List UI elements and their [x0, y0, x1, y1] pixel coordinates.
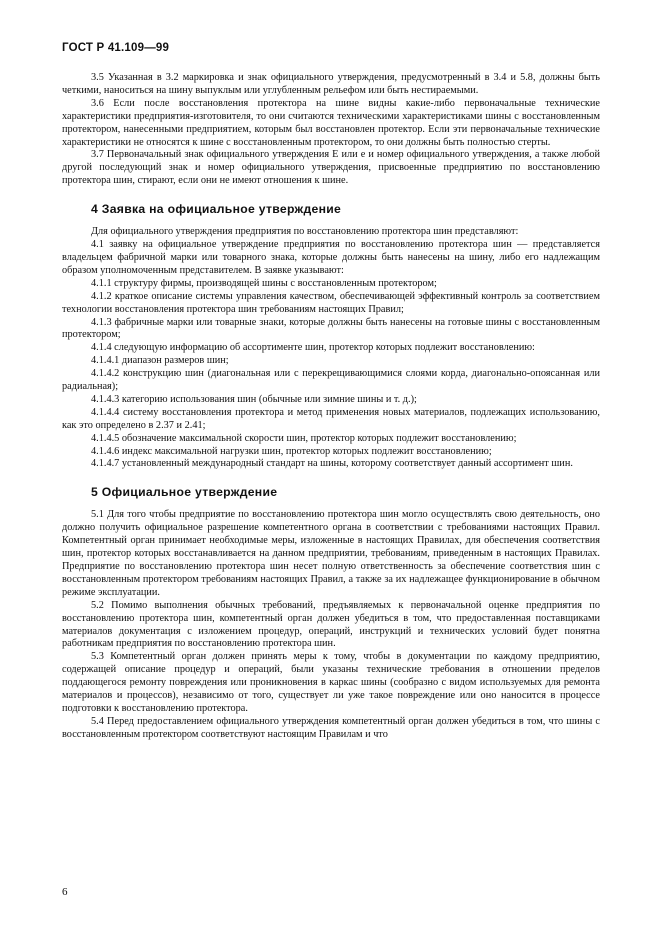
paragraph-4-1-4-4: 4.1.4.4 систему восстановления протектора и метод применения новых материалов, подлежащих использованию, как это определено в 2.37 и 2.41; — [62, 406, 600, 431]
paragraph-5-3: 5.3 Компетентный орган должен принять меры к тому, чтобы в документации по каждому предприятию, содержащей описание процедур и операций, были указаны технические требования в отношении пределов поддающегося ремонту повреждения или проникновения в каркас шины (сообразно с видом используемых для ремонта материалов и процессов), независимо от того, существует ли уже такое повреждение или оно наносится в процессе подготовки к восстановлению протектора. — [62, 651, 600, 714]
paragraph-4-1-1: 4.1.1 структуру фирмы, производящей шины с восстановленным протектором; — [91, 277, 437, 289]
paragraph-4-1-3: 4.1.3 фабричные марки или товарные знаки, которые должны быть нанесены на готовые шины с восстановленным протектором; — [62, 316, 600, 341]
paragraph-3-7: 3.7 Первоначальный знак официального утверждения Е или е и номер официального утверждения, а также любой другой последующий знак и номер официального утверждения, присвоенные предприятию по восстановлению протектора шин, стирают, если они не имеют отношения к шине. — [62, 149, 600, 187]
document-page — [62, 42, 600, 742]
paragraph-4-1-4-1: 4.1.4.1 диапазон размеров шин; — [91, 355, 229, 367]
paragraph-4-1-4-3: 4.1.4.3 категорию использования шин (обычные или зимние шины и т. д.); — [91, 393, 417, 405]
paragraph-4-1-4-7: 4.1.4.7 установленный международный стандарт на шины, которому соответствует данный ассортимент шин. — [91, 458, 573, 470]
paragraph-4-1-4: 4.1.4 следующую информацию об ассортименте шин, протектор которых подлежит восстановлению: — [91, 342, 535, 354]
paragraph-5-1: 5.1 Для того чтобы предприятие по восстановлению протектора шин могло осуществлять свою деятельность, оно должно получить официальное разрешение компетентного органа в соответствии с требованиями настоящих Правил. Компетентный орган принимает необходимые меры, изложенные в настоящих Правилах, для обеспечения соответствия шин, протектор которых восстанавливается на данном предприятии, требованиям, приведенным в настоящих Правилах. Предприятие по восстановлению протектора шин несет полную ответственность за обеспечение соответствия шин с восстановленным протектором требованиям настоящих Правил, а также за их надлежащее функционирование в обычном режиме эксплуатации. — [62, 509, 600, 598]
paragraph-4-1-4-5: 4.1.4.5 обозначение максимальной скорости шин, протектор которых подлежит восстановлению; — [91, 432, 517, 444]
paragraph-5-2: 5.2 Помимо выполнения обычных требований, предъявляемых к первоначальной оценке предприятия по восстановлению протектора шин, компетентный орган должен убедиться в том, что предоставленная поставщиками материалов документация с изложением процедур, операций, инструкций и технических условий будет понятна работникам предприятия по восстановлению протектора шин. — [62, 599, 600, 650]
paragraph-3-5: 3.5 Указанная в 3.2 маркировка и знак официального утверждения, предусмотренный в 3.4 и 5.8, должны быть четкими, наноситься на шину выпуклым или углубленным рельефом или быть нестираемыми. — [62, 72, 600, 96]
paragraph-5-4: 5.4 Перед предоставлением официального утверждения компетентный орган должен убедиться в том, что шины с восстановленным протектором соответствуют настоящим Правилам и что — [62, 715, 600, 740]
section-5-title: 5 Официальное утверждение — [91, 485, 278, 500]
section-4-intro: Для официального утверждения предприятия по восстановлению протектора шин представляют: — [91, 226, 519, 238]
paragraph-4-1-4-6: 4.1.4.6 индекс максимальной нагрузки шин, протектор которых подлежит восстановлению; — [91, 445, 492, 457]
paragraph-4-1-2: 4.1.2 краткое описание системы управления качеством, обеспечивающей эффективный контроль за соответствием технологии восстановления протектора шин требованиям настоящих Правил; — [62, 290, 600, 315]
page-number: 6 — [62, 886, 68, 898]
document-header: ГОСТ Р 41.109—99 — [62, 42, 170, 54]
section-4-title: 4 Заявка на официальное утверждение — [91, 202, 342, 217]
paragraph-4-1-4-2: 4.1.4.2 конструкцию шин (диагональная или с перекрещивающимися слоями корда, диагонально-опоясанная или радиальная); — [62, 368, 600, 393]
paragraph-3-6: 3.6 Если после восстановления протектора на шине видны какие-либо первоначальные технические характеристики предприятия-изготовителя, то они считаются техническими характеристиками шины с восстановленным протектором, нанесенными предприятием, которым был восстановлен протектор. Если эти первоначальные технические характеристики не относятся к шине с восстановленным протектором, то они должны быть полностью стерты. — [62, 97, 600, 148]
paragraph-4-1: 4.1 заявку на официальное утверждение предприятия по восстановлению протектора шин — представляется владельцем фабричной марки или товарного знака, которые должны быть нанесены на шину, либо его надлежащим образом уполномоченным представителем. В заявке указывают: — [62, 239, 600, 276]
